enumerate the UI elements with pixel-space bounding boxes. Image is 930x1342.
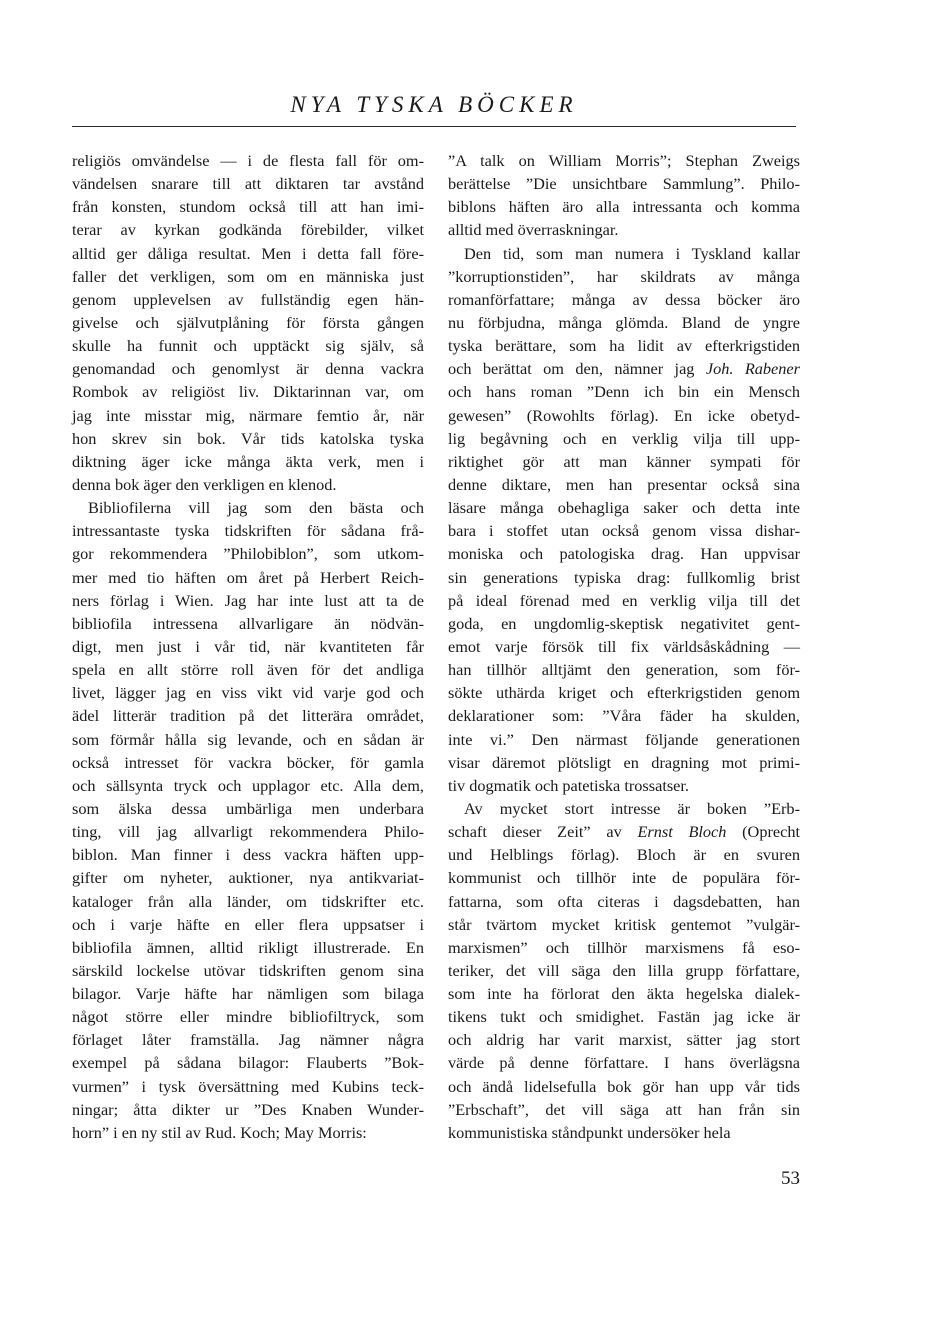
text-line — [72, 774, 424, 797]
text-line — [72, 959, 424, 982]
text-run: kommunist och tillhör inte de populära för- — [448, 868, 800, 888]
text-line — [72, 427, 424, 450]
text-line — [448, 890, 800, 913]
text-line — [72, 1028, 424, 1051]
text-line — [448, 334, 800, 357]
text-line — [448, 959, 800, 982]
text-line — [72, 1051, 424, 1074]
text-line — [72, 195, 424, 218]
text-line — [448, 1121, 800, 1144]
text-line — [448, 797, 800, 820]
text-run: vurmen” i tysk översättning med Kubins teck- — [72, 1076, 424, 1096]
text-run: deklarationer som: ”Våra fäder ha skulden, — [448, 706, 800, 726]
text-line — [448, 658, 800, 681]
text-line — [448, 427, 800, 450]
page-number: 53 — [781, 1168, 800, 1189]
text-line — [72, 496, 424, 519]
text-line — [448, 843, 800, 866]
text-line — [448, 519, 800, 542]
text-line — [448, 288, 800, 311]
text-line — [448, 751, 800, 774]
text-line — [448, 195, 800, 218]
text-run: lig begåvning och en verklig vilja till upp- — [448, 428, 800, 448]
text-line — [72, 450, 424, 473]
text-run: jag inte misstar mig, närmare femtio år, när — [72, 405, 424, 425]
text-run: något större eller mindre bibliofiltryck, som — [72, 1007, 424, 1027]
text-line — [448, 1051, 800, 1074]
text-line — [448, 936, 800, 959]
text-run: också intresset för vackra böcker, för gamla — [72, 752, 424, 772]
text-line — [72, 1075, 424, 1098]
text-run: livet, lägger jag en viss vikt vid varje god och — [72, 683, 424, 703]
text-run: kommunistiska ståndpunkt undersöker hela — [448, 1122, 731, 1142]
text-run: bara i stoffet utan också genom vissa dishar- — [448, 521, 800, 541]
text-line — [448, 820, 800, 843]
text-run: ners förlag i Wien. Jag har inte lust att ta de — [72, 590, 424, 610]
text-line — [72, 1098, 424, 1121]
text-line — [72, 404, 424, 427]
text-line — [72, 357, 424, 380]
text-run: inte vi.” Den närmast följande generationen — [448, 729, 800, 749]
italic-name: Joh. Rabener — [705, 359, 800, 379]
text-line — [448, 982, 800, 1005]
text-line — [72, 218, 424, 241]
text-line — [72, 288, 424, 311]
text-run: gifter om nyheter, auktioner, nya antikvariat- — [72, 868, 424, 888]
text-run: gewesen” (Rowohlts förlag). En icke obetyd- — [448, 405, 800, 425]
text-line — [72, 635, 424, 658]
text-line — [448, 380, 800, 403]
text-run: tikens tukt och smidighet. Fastän jag icke är — [448, 1007, 800, 1027]
text-line — [448, 1005, 800, 1028]
text-line — [72, 681, 424, 704]
text-run: sökte uthärda kriget och efterkrigstiden genom — [448, 683, 800, 703]
text-line — [448, 542, 800, 565]
text-run: nu förbjudna, många glömda. Bland de yngre — [448, 312, 800, 332]
left-column — [72, 149, 424, 1144]
text-line — [72, 172, 424, 195]
text-line — [448, 612, 800, 635]
text-line — [72, 936, 424, 959]
text-line — [72, 658, 424, 681]
text-run: exempel på sådana bilagor: Flauberts ”Bok- — [72, 1053, 424, 1073]
text-run: och berättat om den, nämner jag — [448, 359, 706, 379]
text-run: mer med tio häften om året på Herbert Reich- — [72, 567, 424, 587]
text-run: marxismen” och tillhör marxismens få eso- — [448, 937, 800, 957]
text-run: som inte ha förlorat den äkta hegelska dialek- — [448, 984, 800, 1004]
text-run: och aldrig har varit marxist, sätter jag stort — [448, 1030, 800, 1050]
text-line — [72, 913, 424, 936]
text-run: (Oprecht — [726, 822, 800, 842]
text-run: ting, vill jag allvarligt rekommendera Philo- — [72, 822, 424, 842]
text-run: genom upplevelsen av fullständig egen hän- — [72, 289, 424, 309]
text-run: ”korruptionstiden”, har skildrats av många — [448, 266, 800, 286]
text-run: bilagor. Varje häfte har nämligen som bilaga — [72, 984, 424, 1004]
text-run: schaft dieser Zeit” av — [448, 822, 638, 842]
italic-name: Ernst Bloch — [637, 822, 727, 842]
text-line — [448, 265, 800, 288]
text-line — [448, 311, 800, 334]
text-run: ningar; åtta dikter ur ”Des Knaben Wunder- — [72, 1099, 424, 1119]
text-run: hon skrev sin bok. Vår tids katolska tyska — [72, 428, 424, 448]
text-run: denne diktare, men han presentar också sina — [448, 474, 800, 494]
text-run: Av mycket stort intresse är boken ”Erb- — [464, 798, 800, 818]
running-title: NYA TYSKA BÖCKER — [290, 92, 578, 117]
text-line — [448, 704, 800, 727]
text-run: och i varje häfte en eller flera uppsatser i — [72, 914, 424, 934]
text-run: religiös omvändelse — i de flesta fall för om- — [72, 151, 424, 170]
text-run: och hans roman ”Denn ich bin ein Mensch — [448, 382, 800, 402]
text-line — [72, 843, 424, 866]
text-line — [72, 820, 424, 843]
text-run: förlaget låter framställa. Jag nämner några — [72, 1030, 424, 1050]
text-run: faller det verkligen, som om en människa just — [72, 266, 424, 286]
text-run: från konsten, stundom också till att han imi- — [72, 197, 424, 217]
text-run: goda, en ungdomlig-skeptisk negativitet gent- — [448, 613, 800, 633]
text-run: visar däremot plötsligt en dragning mot primi- — [448, 752, 800, 772]
text-line — [448, 242, 800, 265]
text-line — [448, 635, 800, 658]
text-line — [448, 566, 800, 589]
text-run: sin generations typiska drag: fullkomlig brist — [448, 567, 800, 587]
text-line — [72, 265, 424, 288]
text-line — [72, 311, 424, 334]
text-run: riktighet gör att man känner sympati för — [448, 451, 800, 471]
text-run: alltid ger dåliga resultat. Men i detta fall före- — [72, 243, 424, 263]
text-line — [448, 1075, 800, 1098]
text-line — [448, 450, 800, 473]
text-run: und Helblings förlag). Bloch är en svuren — [448, 845, 800, 865]
text-line — [448, 1098, 800, 1121]
text-line — [72, 890, 424, 913]
text-run: tyska berättare, som ha lidit av efterkrigstiden — [448, 336, 800, 356]
text-run: bibliofila intressena allvarligare än nödvän- — [72, 613, 424, 633]
text-line — [448, 589, 800, 612]
text-line — [72, 866, 424, 889]
text-line — [448, 728, 800, 751]
text-line — [72, 542, 424, 565]
text-run: kataloger från alla länder, om tidskrifter etc. — [72, 891, 424, 911]
text-run: genomandad och genomlyst är denna vackra — [72, 359, 424, 379]
text-run: teriker, det vill säga den lilla grupp författare, — [448, 960, 800, 980]
right-column — [448, 149, 800, 1144]
text-line — [448, 774, 800, 797]
text-run: han tillhör alltjämt den generation, som för- — [448, 660, 800, 680]
text-run: emot varje försök till fix världsåskådning — — [448, 636, 800, 656]
text-run: horn” i en ny stil av Rud. Koch; May Morris: — [72, 1122, 367, 1142]
text-line — [448, 357, 800, 380]
text-line — [72, 1005, 424, 1028]
text-run: Rombok av religiöst liv. Diktarinnan var, om — [72, 382, 424, 402]
text-run: diktning äger icke många äkta verk, men i — [72, 451, 424, 471]
text-line — [72, 589, 424, 612]
header-rule — [72, 126, 796, 127]
text-line — [448, 1028, 800, 1051]
text-run: alltid med överraskningar. — [448, 220, 619, 240]
text-run: Bibliofilerna vill jag som den bästa och — [88, 498, 424, 518]
text-run: denna bok äger den verkligen en klenod. — [72, 474, 337, 494]
text-line — [72, 1121, 424, 1144]
text-run: som älska dessa umbärliga men underbara — [72, 798, 424, 818]
text-run: ”Erbschaft”, det vill säga att han från sin — [448, 1099, 800, 1119]
text-line — [448, 172, 800, 195]
text-run: på ideal förenad med en verklig vilja till det — [448, 590, 800, 610]
text-run: och sällsynta tryck och upplagor etc. Alla dem, — [72, 775, 424, 795]
text-line — [72, 566, 424, 589]
text-run: vändelsen snarare till att diktaren tar avstånd — [72, 174, 424, 194]
text-run: spela en allt större roll även för det andliga — [72, 660, 424, 680]
text-run: skulle ha funnit och upptäckt sig själv, så — [72, 336, 424, 356]
text-line — [448, 913, 800, 936]
text-run: tiv dogmatik och patetiska trossatser. — [448, 775, 690, 795]
text-run: digt, men just i vår tid, när kvantiteten får — [72, 636, 424, 656]
text-run: biblons häften äro alla intressanta och komma — [448, 197, 800, 217]
text-run: givelse och självutplåning för första gången — [72, 312, 424, 332]
text-run: värde på denne författare. I hans överlägsna — [448, 1053, 800, 1073]
text-run: läsare många obehagliga saker och detta inte — [448, 498, 800, 518]
text-line — [448, 218, 800, 241]
text-line — [72, 704, 424, 727]
text-line — [72, 519, 424, 542]
text-run: intressantaste tyska tidskriften för sådana frå- — [72, 521, 424, 541]
text-line — [72, 380, 424, 403]
text-line — [72, 473, 424, 496]
text-run: moniska och patologiska drag. Han uppvisar — [448, 544, 800, 564]
text-line — [72, 751, 424, 774]
text-line — [72, 728, 424, 751]
text-line — [448, 404, 800, 427]
text-line — [72, 242, 424, 265]
text-run: gor rekommendera ”Philobiblon”, som utkom- — [72, 544, 424, 564]
text-run: berättelse ”Die unsichtbare Sammlung”. Philo- — [448, 174, 800, 194]
text-run: som förmår hålla sig levande, och en sådan är — [72, 729, 424, 749]
text-line — [72, 612, 424, 635]
text-run: Den tid, som man numera i Tyskland kallar — [464, 243, 800, 263]
text-line — [72, 334, 424, 357]
text-line — [448, 681, 800, 704]
text-run: står tvärtom mycket kritisk gentemot ”vulgär- — [448, 914, 800, 934]
text-run: ”A talk on William Morris”; Stephan Zweigs — [448, 151, 800, 170]
text-run: ädel litterär tradition på det litterära området, — [72, 706, 424, 726]
text-run: fattarna, som ofta citeras i dagsdebatten, han — [448, 891, 800, 911]
text-run: bibliofila ämnen, alltid rikligt illustrerade. En — [72, 937, 424, 957]
text-line — [72, 797, 424, 820]
text-line — [448, 149, 800, 172]
text-line — [448, 473, 800, 496]
text-run: terar av kyrkan godkända förebilder, vilket — [72, 220, 424, 240]
text-line — [448, 496, 800, 519]
text-run: särskild lockelse utövar tidskriften genom sina — [72, 960, 424, 980]
text-line — [448, 866, 800, 889]
text-run: romanförfattare; många av dessa böcker äro — [448, 289, 800, 309]
text-line — [72, 149, 424, 172]
text-run: biblon. Man finner i dess vackra häften upp- — [72, 845, 424, 865]
text-line — [72, 982, 424, 1005]
text-run: och ändå lidelsefulla bok gör han upp vår tids — [448, 1076, 800, 1096]
